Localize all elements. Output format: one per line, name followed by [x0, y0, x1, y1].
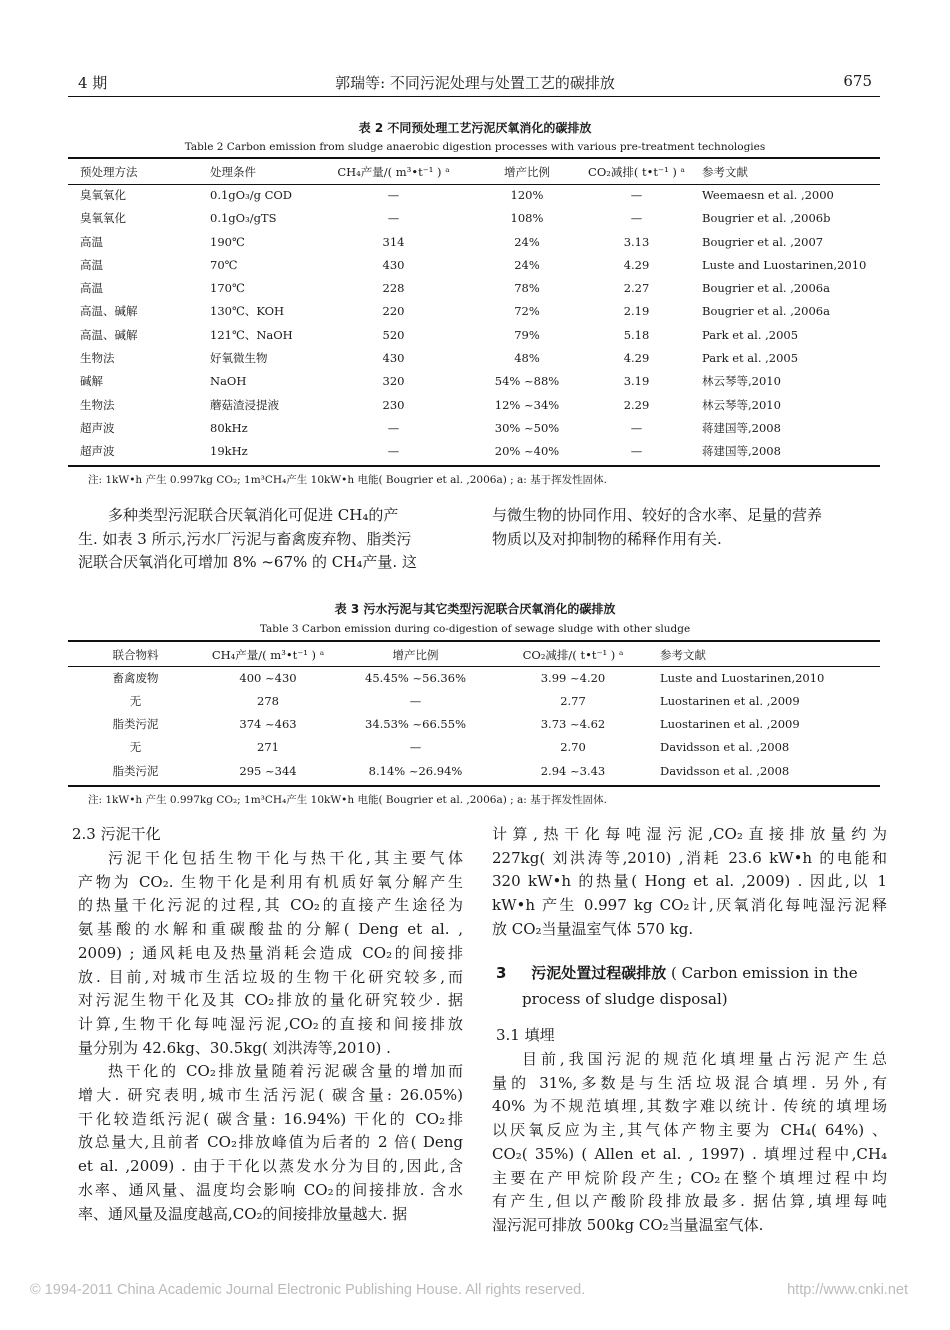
- table-cell: 生物法: [80, 351, 115, 366]
- table-cell: 增产比例: [392, 647, 439, 662]
- table-cell: 高温: [80, 281, 103, 296]
- table-cell: —: [630, 211, 643, 226]
- table-cell: —: [630, 444, 643, 459]
- text-line: 的热量干化污泥的过程,其 CO₂的直接产生途径为: [78, 896, 463, 915]
- table-cell: 20% ~40%: [494, 444, 560, 459]
- table-cell: 脂类污泥: [112, 717, 159, 732]
- table-cell: 超声波: [80, 444, 115, 459]
- running-header-issue: 4 期: [78, 74, 108, 92]
- text-line: 放总量大,且前者 CO₂排放峰值为后者的 2 倍( Deng: [78, 1133, 463, 1152]
- table-cell: 430: [382, 257, 405, 272]
- table2-bottom-rule: [68, 465, 880, 467]
- table3: [68, 643, 880, 782]
- para-left: [78, 504, 417, 575]
- table-cell: 高温: [80, 234, 103, 249]
- table3-bottom-rule: [68, 785, 880, 787]
- table-cell: CH₄产量/( m³•t⁻¹ ) ᵃ: [337, 164, 450, 179]
- table-cell: 121℃、NaOH: [210, 327, 293, 342]
- table-cell: 72%: [514, 304, 540, 319]
- left-column-body: [78, 847, 463, 1226]
- table-cell: Bougrier et al. ,2007: [702, 234, 824, 249]
- table3-note: 注: 1kW•h 产生 0.997kg CO₂; 1m³CH₄产生 10kW•h 电能( Bougrier et al. ,2006a) ; a: 基于挥发性固体.: [88, 794, 608, 806]
- table-cell: 230: [382, 397, 405, 412]
- table-cell: 联合物料: [112, 647, 159, 662]
- table-cell: 24%: [514, 234, 540, 249]
- table-cell: 高温: [80, 257, 103, 272]
- copyright-footer: © 1994-2011 China Academic Journal Electronic Publishing House. All rights reserved.: [30, 1282, 586, 1298]
- table-cell: 碱解: [80, 374, 103, 389]
- table-cell: 170℃: [210, 281, 245, 296]
- table-row: [68, 713, 880, 736]
- table-cell: 271: [257, 740, 279, 755]
- table-cell: 430: [382, 351, 405, 366]
- table-cell: 220: [382, 304, 405, 319]
- table-cell: 蘑菇渣浸提液: [210, 397, 279, 412]
- table-row: [68, 736, 880, 759]
- table-row: [68, 346, 880, 369]
- table2-top-rule: [68, 157, 880, 159]
- header-rule: [68, 96, 880, 97]
- text-line: 227kg( 刘洪涛等,2010) ,消耗 23.6 kW•h 的电能和: [492, 848, 887, 867]
- table-row: [68, 416, 880, 439]
- table-cell: 34.53% ~66.55%: [365, 717, 466, 732]
- table-cell: 3.99 ~4.20: [540, 670, 606, 685]
- table-cell: 54% ~88%: [494, 374, 560, 389]
- table-cell: —: [387, 187, 400, 202]
- table-cell: 45.45% ~56.36%: [365, 670, 466, 685]
- table-cell: 4.29: [623, 351, 650, 366]
- table-cell: 2.77: [560, 693, 586, 708]
- table-cell: 无: [129, 740, 142, 755]
- text-line: 以厌氧反应为主,其气体产物主要为 CH₄( 64%) 、: [492, 1121, 887, 1140]
- table-cell: 处理条件: [210, 164, 256, 179]
- table-cell: 增产比例: [504, 164, 550, 179]
- table-cell: 无: [129, 693, 142, 708]
- table3-title-en: Table 3 Carbon emission during co-digestion of sewage sludge with other sludge: [259, 623, 691, 635]
- table-cell: 278: [257, 693, 279, 708]
- table-cell: 蒋建国等,2008: [702, 444, 781, 459]
- table-row: [68, 276, 880, 299]
- table-cell: 3.19: [623, 374, 650, 389]
- section-3-number: 3: [496, 964, 507, 982]
- table-cell: 预处理方法: [80, 164, 138, 179]
- table-cell: 生物法: [80, 397, 115, 412]
- text-line: 量分别为 42.6kg、30.5kg( 刘洪涛等,2010) .: [78, 1038, 391, 1057]
- table-cell: 林云琴等,2010: [702, 374, 781, 389]
- table-cell: Bougrier et al. ,2006a: [702, 281, 830, 296]
- table-cell: 2.19: [623, 304, 650, 319]
- text-line: 目前,我国污泥的规范化填埋量占污泥产生总: [522, 1050, 887, 1068]
- table-cell: Luostarinen et al. ,2009: [660, 717, 800, 732]
- table-cell: 2.27: [623, 281, 650, 296]
- table-cell: 高温、碱解: [80, 327, 138, 342]
- table-cell: 脂类污泥: [112, 763, 159, 778]
- table-cell: 78%: [514, 281, 540, 296]
- table-cell: 0.1gO₃/gTS: [210, 211, 277, 226]
- table2-title-cn: 表 2 不同预处理工艺污泥厌氧消化的碳排放: [358, 121, 592, 135]
- table2-title-en: Table 2 Carbon emission from sludge anaerobic digestion processes with various pre-treatment technologies: [184, 141, 766, 153]
- table-row: [68, 689, 880, 712]
- para-right: [492, 504, 822, 551]
- table-cell: 295 ~344: [239, 763, 297, 778]
- table2-note: 注: 1kW•h 产生 0.997kg CO₂; 1m³CH₄产生 10kW•h 电能( Bougrier et al. ,2006a) ; a: 基于挥发性固体.: [88, 474, 608, 486]
- text-line: 水率、通风量、温度均会影响 CO₂的间接排放. 含水: [78, 1180, 463, 1199]
- table-cell: Luste and Luostarinen,2010: [660, 670, 825, 685]
- table-cell: Luste and Luostarinen,2010: [702, 257, 867, 272]
- para-line: 物质以及对抑制物的稀释作用有关.: [492, 529, 722, 548]
- para-line: 生. 如表 3 所示,污水厂污泥与畜禽废弃物、脂类污: [78, 529, 412, 548]
- text-line: 量的 31%,多数是与生活垃圾混合填埋. 另外,有: [492, 1073, 887, 1092]
- table2: [68, 160, 880, 463]
- table-cell: 190℃: [210, 234, 245, 249]
- table-row: [68, 253, 880, 276]
- text-line: 增大. 研究表明,城市生活污泥( 碳含量: 26.05%): [78, 1086, 463, 1105]
- table-cell: 130℃、KOH: [210, 304, 285, 319]
- table-cell: Luostarinen et al. ,2009: [660, 693, 800, 708]
- section-3-title-en-2: process of sludge disposal): [522, 990, 728, 1008]
- table-cell: 314: [382, 234, 405, 249]
- text-line: 2009) ; 通风耗电及热量消耗会造成 CO₂的间接排: [78, 943, 463, 962]
- text-line: 放 CO₂当量温室气体 570 kg.: [492, 919, 694, 938]
- table-cell: 5.18: [623, 327, 650, 342]
- para-line: 与微生物的协同作用、较好的含水率、足量的营养: [492, 506, 823, 524]
- table-row: [68, 230, 880, 253]
- table-cell: 30% ~50%: [494, 420, 560, 435]
- table-cell: 374 ~463: [239, 717, 297, 732]
- table-row: [68, 160, 880, 183]
- text-line: 主要在产甲烷阶段产生; CO₂在整个填埋过程中均: [492, 1168, 887, 1187]
- table-cell: 畜禽废物: [112, 670, 159, 685]
- table-cell: 320: [382, 374, 405, 389]
- table-cell: —: [387, 420, 400, 435]
- table-cell: 400 ~430: [239, 670, 297, 685]
- table-cell: 19kHz: [210, 444, 248, 459]
- text-line: 产物为 CO₂. 生物干化是利用有机质好氧分解产生: [78, 872, 463, 891]
- table-cell: 蒋建国等,2008: [702, 420, 781, 435]
- table-cell: 3.13: [623, 234, 650, 249]
- table-cell: 臭氧氧化: [80, 187, 126, 202]
- table-cell: CH₄产量/( m³•t⁻¹ ) ᵃ: [211, 647, 325, 662]
- text-line: 湿污泥可排放 500kg CO₂当量温室气体.: [492, 1215, 764, 1234]
- text-line: 有产生,但以产酸阶段排放最多. 据估算,填埋每吨: [492, 1192, 887, 1211]
- para-line: 泥联合厌氧消化可增加 8% ~67% 的 CH₄产量. 这: [78, 553, 417, 572]
- table-cell: 3.73 ~4.62: [540, 717, 606, 732]
- table-row: [68, 666, 880, 689]
- text-line: 对污泥生物干化及其 CO₂排放的量化研究较少. 据: [78, 991, 463, 1010]
- table-cell: 好氧微生物: [210, 351, 268, 366]
- table-cell: 24%: [514, 257, 540, 272]
- text-line: et al. ,2009) . 由于干化以蒸发水分为目的,因此,含: [78, 1157, 463, 1176]
- text-line: 热干化的 CO₂排放量随着污泥碳含量的增加而: [108, 1062, 463, 1081]
- text-line: 40% 为不规范填埋,其数字难以统计. 传统的填埋场: [492, 1097, 887, 1116]
- table3-header-rule: [68, 666, 880, 667]
- text-line: 计算,热干化每吨湿污泥,CO₂直接排放量约为: [492, 825, 887, 843]
- table-cell: Davidsson et al. ,2008: [660, 763, 790, 778]
- table3-title-cn: 表 3 污水污泥与其它类型污泥联合厌氧消化的碳排放: [334, 602, 616, 616]
- table-cell: 0.1gO₃/g COD: [210, 187, 293, 202]
- section-3-title-cn: 污泥处置过程碳排放: [531, 964, 667, 982]
- table-cell: 80kHz: [210, 420, 248, 435]
- table-cell: 228: [382, 281, 405, 296]
- table-cell: NaOH: [210, 374, 247, 389]
- table-cell: 108%: [510, 211, 544, 226]
- table-row: [68, 440, 880, 463]
- table-cell: —: [387, 211, 400, 226]
- text-line: CO₂( 35%) ( Allen et al. , 1997) . 填埋过程中,CH₄: [492, 1144, 887, 1163]
- table-cell: —: [630, 187, 643, 202]
- table-row: [68, 643, 880, 666]
- table-row: [68, 393, 880, 416]
- text-line: 污泥干化包括生物干化与热干化,其主要气体: [108, 849, 463, 867]
- table-cell: Bougrier et al. ,2006a: [702, 304, 830, 319]
- right-column-body-a: [492, 823, 887, 942]
- table-row: [68, 370, 880, 393]
- text-line: 320 kW•h 的热量( Hong et al. ,2009) . 因此,以 1: [492, 872, 887, 891]
- section-3-1-heading: 3.1 填埋: [496, 1026, 555, 1044]
- text-line: 计算,生物干化每吨湿污泥,CO₂的直接和间接排放: [78, 1014, 463, 1033]
- para-line: 多种类型污泥联合厌氧消化可促进 CH₄的产: [108, 506, 399, 524]
- table-row: [68, 300, 880, 323]
- table-cell: 8.14% ~26.94%: [368, 763, 463, 778]
- section-3-title-en: ( Carbon emission in the: [671, 964, 858, 982]
- table-cell: Davidsson et al. ,2008: [660, 740, 790, 755]
- table-cell: —: [387, 444, 400, 459]
- table-cell: —: [409, 693, 422, 708]
- table-cell: 4.29: [623, 257, 650, 272]
- text-line: 放. 目前,对城市生活垃圾的生物干化研究较多,而: [78, 967, 463, 986]
- table2-header-rule: [68, 184, 880, 185]
- table-cell: 12% ~34%: [494, 397, 560, 412]
- table-cell: 120%: [510, 187, 544, 202]
- text-line: kW•h 产生 0.997 kg CO₂计,厌氧消化每吨湿污泥释: [492, 896, 887, 915]
- table-cell: 参考文献: [660, 647, 706, 662]
- table-cell: 超声波: [80, 420, 115, 435]
- table-cell: Weemaesn et al. ,2000: [702, 187, 834, 202]
- table-cell: 林云琴等,2010: [702, 397, 781, 412]
- table-cell: Park et al. ,2005: [702, 351, 799, 366]
- table-cell: 参考文献: [702, 164, 748, 179]
- table3-top-rule: [68, 640, 880, 642]
- table-cell: 2.94 ~3.43: [540, 763, 606, 778]
- section-2-3-heading: 2.3 污泥干化: [72, 825, 161, 843]
- table-row: [68, 183, 880, 206]
- table-cell: Park et al. ,2005: [702, 327, 799, 342]
- section-3-heading: [496, 962, 858, 986]
- right-column-body-b: [492, 1048, 887, 1238]
- table-cell: 臭氧氧化: [80, 211, 126, 226]
- table-cell: —: [409, 740, 422, 755]
- table-row: [68, 207, 880, 230]
- table-cell: 520: [382, 327, 405, 342]
- table-cell: Bougrier et al. ,2006b: [702, 211, 831, 226]
- table-cell: CO₂减排/( t•t⁻¹ ) ᵃ: [522, 647, 624, 662]
- table-cell: 高温、碱解: [80, 304, 138, 319]
- table-row: [68, 759, 880, 782]
- table-cell: —: [630, 420, 643, 435]
- table-row: [68, 323, 880, 346]
- table-cell: CO₂减排( t•t⁻¹ ) ᵃ: [588, 164, 685, 179]
- running-header-title: 郭瑞等: 不同污泥处理与处置工艺的碳排放: [335, 74, 615, 92]
- table-cell: 70℃: [210, 257, 238, 272]
- text-line: 干化较造纸污泥( 碳含量: 16.94%) 干化的 CO₂排: [78, 1109, 463, 1128]
- text-line: 率、通风量及温度越高,CO₂的间接排放量越大. 据: [78, 1204, 408, 1223]
- table-cell: 2.29: [623, 397, 650, 412]
- text-line: 氨基酸的水解和重碳酸盐的分解( Deng et al. ,: [78, 920, 463, 939]
- table-cell: 48%: [514, 351, 540, 366]
- footer-url[interactable]: http://www.cnki.net: [787, 1282, 908, 1298]
- table-cell: 2.70: [560, 740, 586, 755]
- table-cell: 79%: [514, 327, 540, 342]
- page-number: 675: [843, 72, 872, 90]
